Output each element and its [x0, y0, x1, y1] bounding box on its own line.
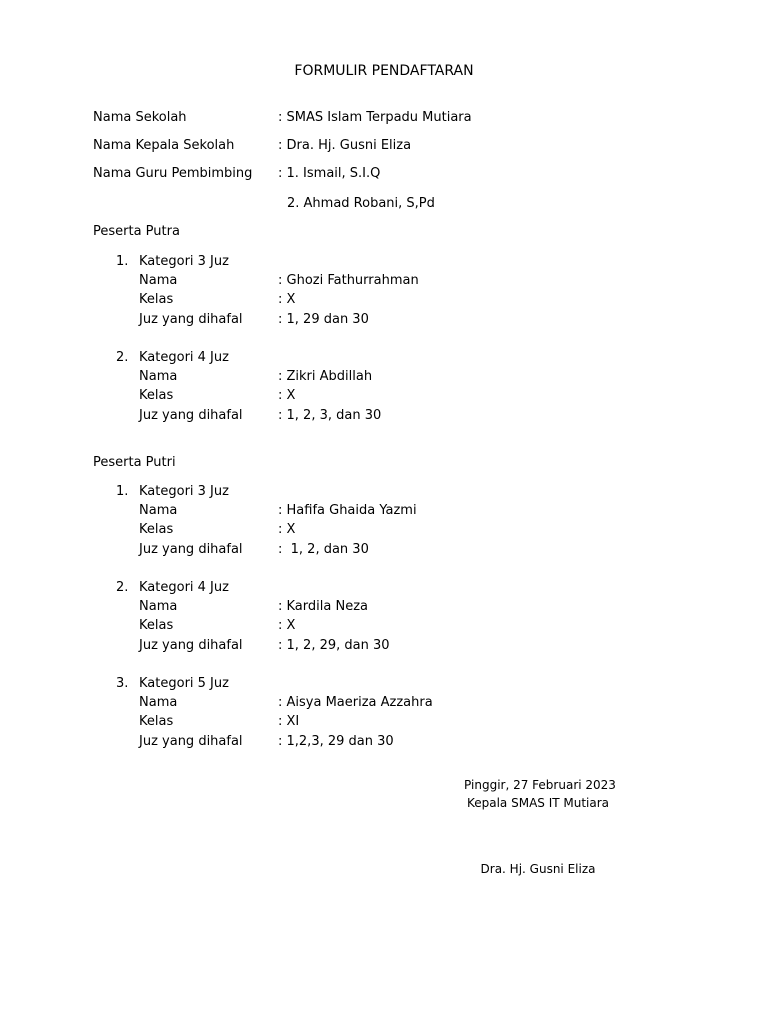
putri-heading: Peserta Putri — [93, 455, 176, 470]
putra-entry-2-number: 2. — [116, 350, 129, 365]
putri-entry-2-name-label: Nama — [139, 599, 178, 614]
putra-entry-1-name-value: : Ghozi Fathurrahman — [278, 273, 419, 288]
putri-entry-3-name-value: : Aisya Maeriza Azzahra — [278, 695, 433, 710]
putri-entry-3-category: Kategori 5 Juz — [139, 676, 229, 691]
putri-entry-1-juz-value: : 1, 2, dan 30 — [278, 542, 369, 557]
putra-entry-1-class-value: : X — [278, 292, 296, 307]
putra-entry-1-number: 1. — [116, 254, 129, 269]
putra-entry-2-class-label: Kelas — [139, 388, 174, 403]
guide-teacher-value: : 1. Ismail, S.I.Q — [278, 166, 381, 181]
guide-teacher-second: 2. Ahmad Robani, S,Pd — [287, 196, 435, 211]
putri-entry-3-class-value: : XI — [278, 714, 300, 729]
principal-name-label: Nama Kepala Sekolah — [93, 138, 235, 153]
putra-entry-2-name-value: : Zikri Abdillah — [278, 369, 373, 384]
signature-position: Kepala SMAS IT Mutiara — [466, 796, 610, 810]
putri-entry-3-class-label: Kelas — [139, 714, 174, 729]
school-name-label: Nama Sekolah — [93, 110, 187, 125]
putra-heading: Peserta Putra — [93, 224, 180, 239]
signature-name: Dra. Hj. Gusni Eliza — [480, 862, 596, 876]
putra-entry-2-class-value: : X — [278, 388, 296, 403]
putri-entry-1-name-label: Nama — [139, 503, 178, 518]
putra-entry-1-juz-label: Juz yang dihafal — [139, 312, 243, 327]
putra-entry-1-juz-value: : 1, 29 dan 30 — [278, 312, 369, 327]
putra-entry-2-name-label: Nama — [139, 369, 178, 384]
putri-entry-2-juz-label: Juz yang dihafal — [139, 638, 243, 653]
putri-entry-1-class-label: Kelas — [139, 522, 174, 537]
putra-entry-2-juz-label: Juz yang dihafal — [139, 408, 243, 423]
signature-place-date: Pinggir, 27 Februari 2023 — [464, 778, 616, 792]
putri-entry-2-class-label: Kelas — [139, 618, 174, 633]
putri-entry-1-juz-label: Juz yang dihafal — [139, 542, 243, 557]
putri-entry-2-class-value: : X — [278, 618, 296, 633]
putri-entry-2-category: Kategori 4 Juz — [139, 580, 229, 595]
putri-entry-3-juz-label: Juz yang dihafal — [139, 734, 243, 749]
putri-entry-3-number: 3. — [116, 676, 129, 691]
putra-entry-1-class-label: Kelas — [139, 292, 174, 307]
putri-entry-1-name-value: : Hafifa Ghaida Yazmi — [278, 503, 417, 518]
putra-entry-1-category: Kategori 3 Juz — [139, 254, 229, 269]
putri-entry-3-name-label: Nama — [139, 695, 178, 710]
putri-entry-2-name-value: : Kardila Neza — [278, 599, 368, 614]
document-title: FORMULIR PENDAFTARAN — [294, 63, 474, 79]
putra-entry-2-category: Kategori 4 Juz — [139, 350, 229, 365]
putri-entry-2-juz-value: : 1, 2, 29, dan 30 — [278, 638, 390, 653]
putri-entry-1-number: 1. — [116, 484, 129, 499]
putri-entry-1-class-value: : X — [278, 522, 296, 537]
putri-entry-3-juz-value: : 1,2,3, 29 dan 30 — [278, 734, 394, 749]
putri-entry-2-number: 2. — [116, 580, 129, 595]
guide-teacher-label: Nama Guru Pembimbing — [93, 166, 253, 181]
putra-entry-1-name-label: Nama — [139, 273, 178, 288]
school-name-value: : SMAS Islam Terpadu Mutiara — [278, 110, 472, 125]
principal-name-value: : Dra. Hj. Gusni Eliza — [278, 138, 412, 153]
putra-entry-2-juz-value: : 1, 2, 3, dan 30 — [278, 408, 382, 423]
putri-entry-1-category: Kategori 3 Juz — [139, 484, 229, 499]
